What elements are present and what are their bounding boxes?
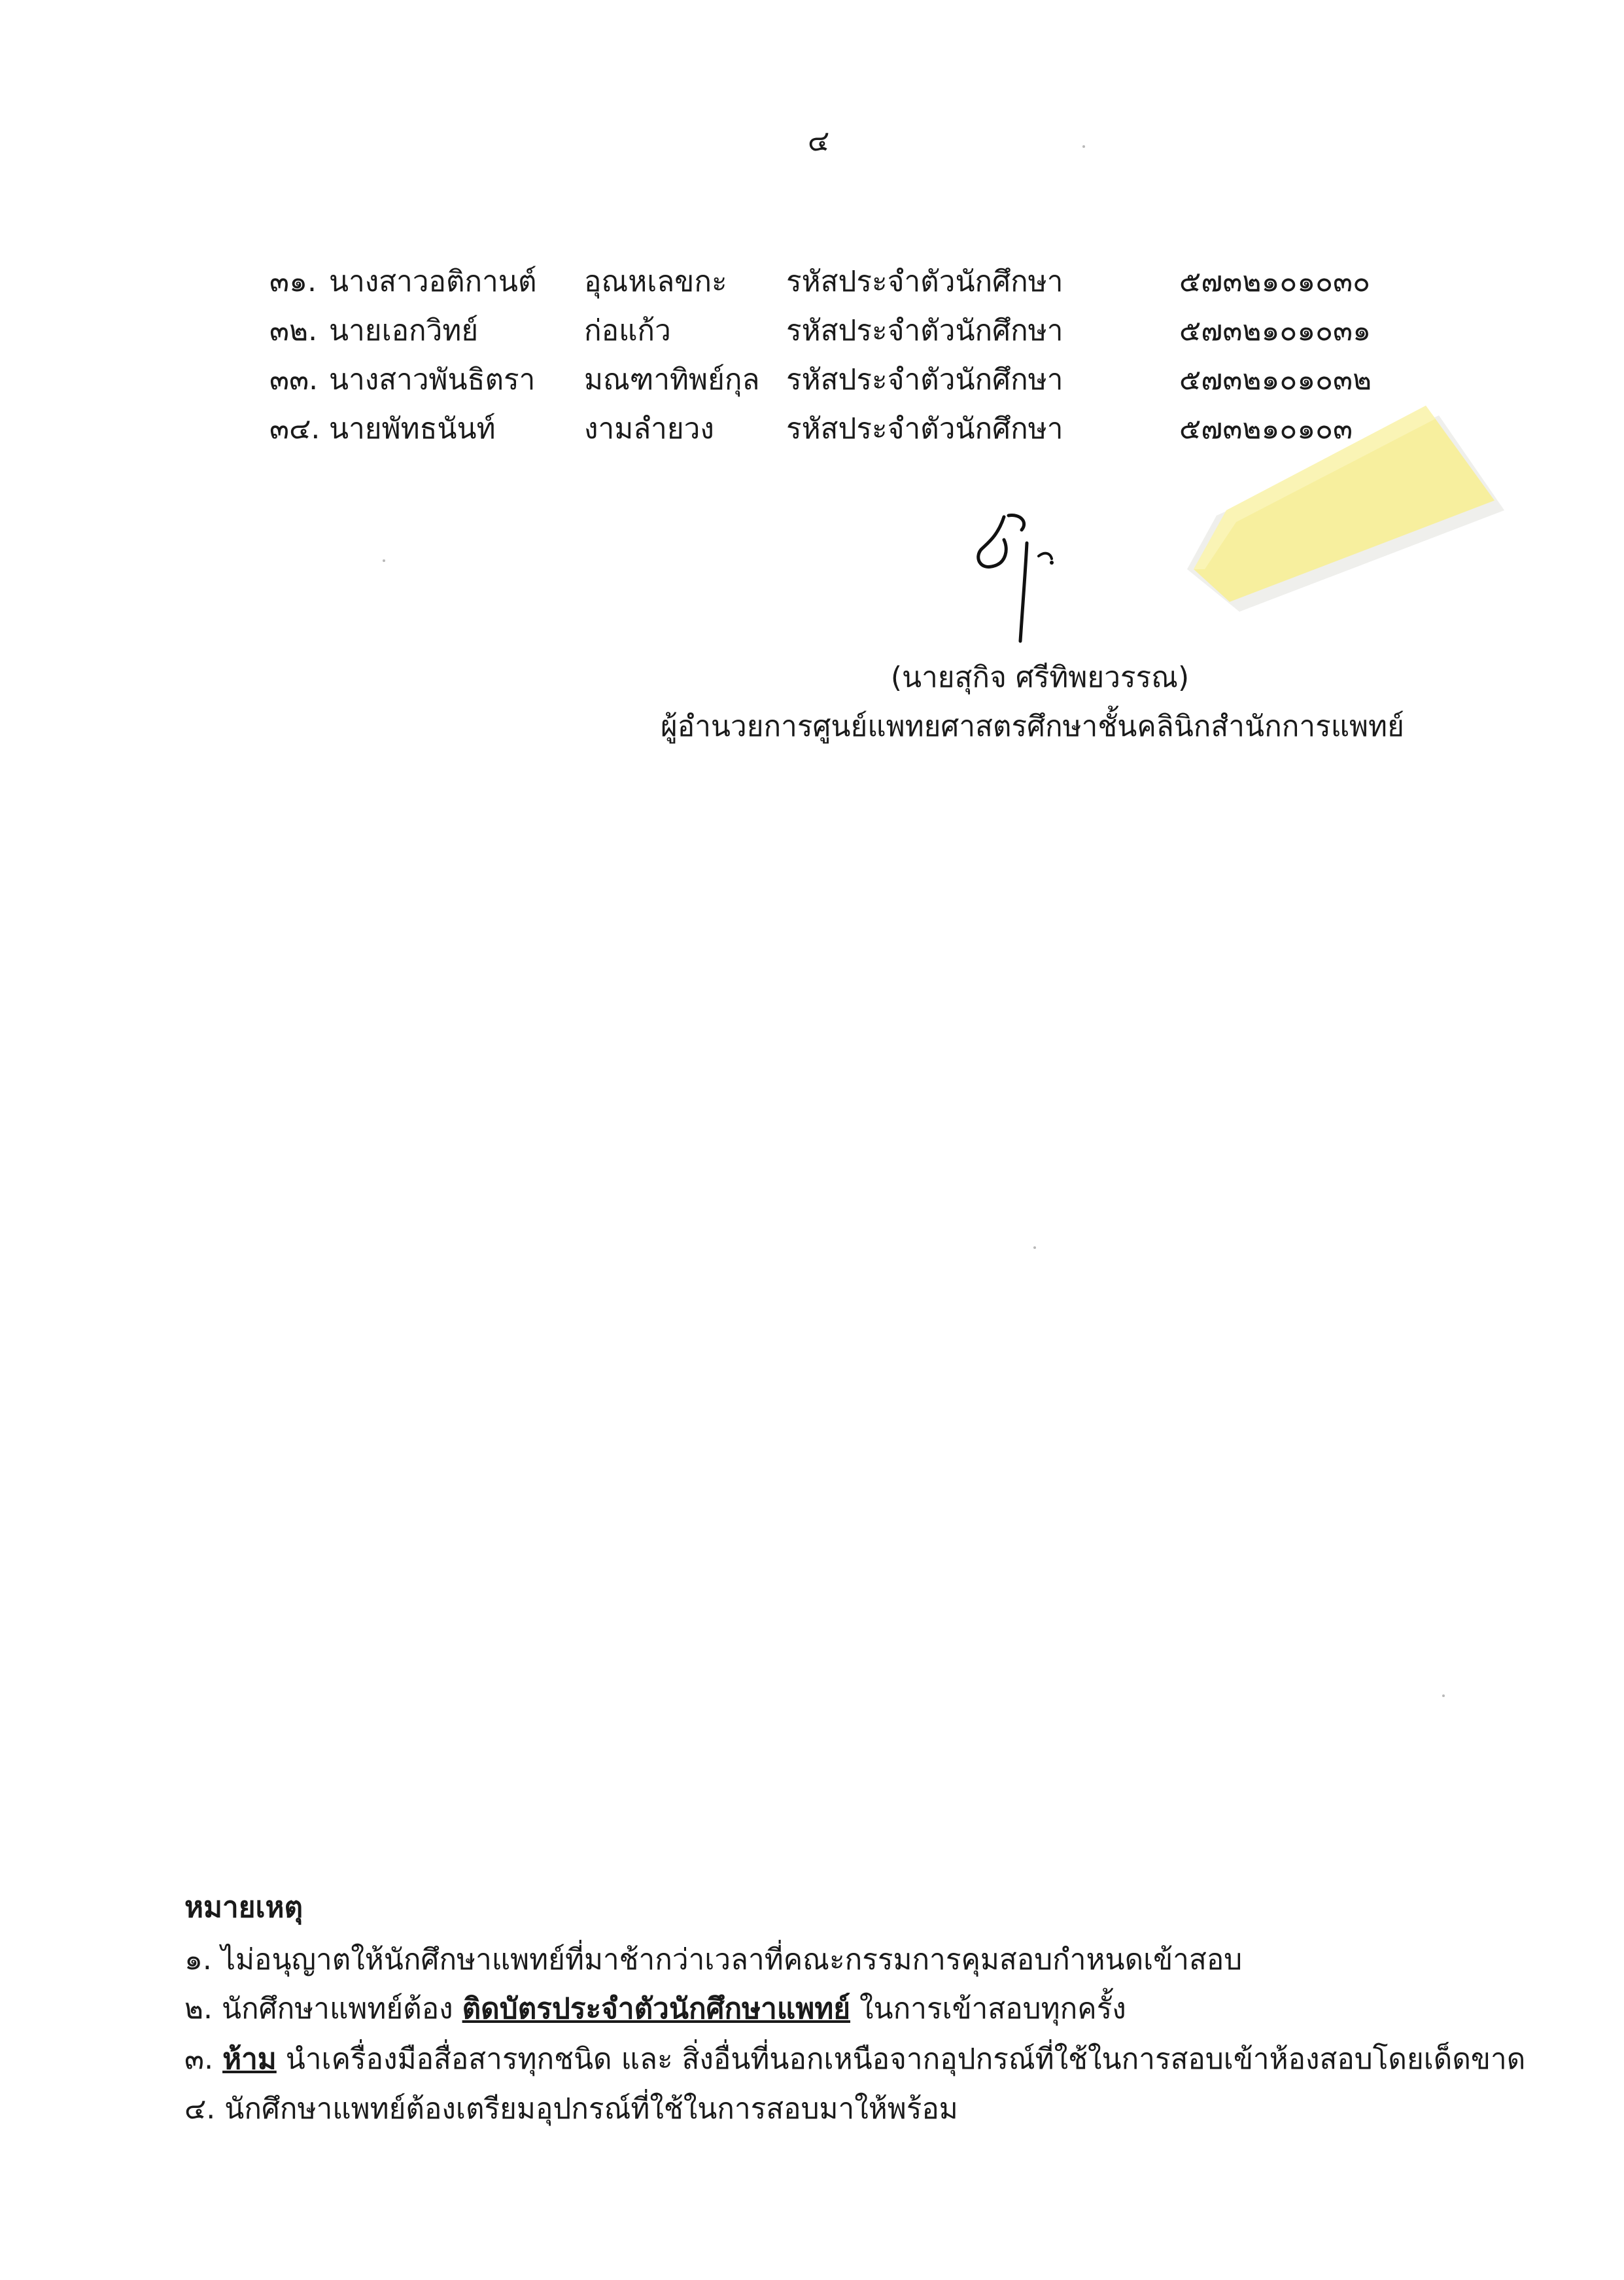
scan-speck bbox=[1442, 1694, 1445, 1697]
student-id-label: รหัสประจำตัวนักศึกษา bbox=[786, 314, 1063, 347]
note-1: ๑. ไม่อนุญาตให้นักศึกษาแพทย์ที่มาช้ากว่าเวลาที่คณะกรรมการคุมสอบกำหนดเข้าสอบ bbox=[184, 1943, 1243, 1976]
student-id-label: รหัสประจำตัวนักศึกษา bbox=[786, 412, 1063, 446]
student-first-name: นางสาวอติกานต์ bbox=[329, 265, 537, 298]
signer-name: (นายสุกิจ ศรีทิพยวรรณ) bbox=[890, 661, 1190, 694]
note-2-text-end: ในการเข้าสอบทุกครั้ง bbox=[850, 1992, 1126, 2026]
sticky-note-flag bbox=[1164, 353, 1530, 615]
note-2-emphasis: ติดบัตรประจำตัวนักศึกษาแพทย์ bbox=[462, 1992, 851, 2026]
student-number: ๓๓. bbox=[269, 363, 319, 396]
student-number: ๓๔. bbox=[269, 412, 320, 446]
notes-heading: หมายเหตุ bbox=[184, 1891, 303, 1924]
note-3-emphasis: ห้าม bbox=[222, 2043, 277, 2076]
student-id: ๕๗๓๒๑๐๑๐๓๑ bbox=[1179, 314, 1372, 347]
scan-speck bbox=[1082, 145, 1085, 148]
student-last-name: มณฑาทิพย์กุล bbox=[584, 363, 760, 396]
student-first-name: นายเอกวิทย์ bbox=[329, 314, 479, 347]
note-2-text: ๒. นักศึกษาแพทย์ต้อง bbox=[184, 1992, 462, 2026]
student-last-name: ก่อแก้ว bbox=[584, 314, 671, 347]
student-id: ๕๗๓๒๑๐๑๐๓๐ bbox=[1179, 265, 1370, 298]
note-3 bbox=[184, 2036, 1525, 2082]
student-first-name: นายพัทธนันท์ bbox=[329, 412, 496, 446]
scan-speck bbox=[1033, 1246, 1036, 1249]
signature bbox=[968, 510, 1099, 648]
student-id-label: รหัสประจำตัวนักศึกษา bbox=[786, 363, 1063, 396]
student-last-name: งามลำยวง bbox=[584, 412, 714, 446]
note-2 bbox=[184, 1986, 1126, 2031]
student-first-name: นางสาวพันธิตรา bbox=[329, 363, 536, 396]
note-3-number: ๓. bbox=[184, 2043, 223, 2076]
student-last-name: อุณหเลขกะ bbox=[584, 265, 727, 298]
note-4: ๔. นักศึกษาแพทย์ต้องเตรียมอุปกรณ์ที่ใช้ในการสอบมาให้พร้อม bbox=[184, 2092, 958, 2126]
student-id: ๕๗๓๒๑๐๑๐๓ bbox=[1179, 412, 1353, 446]
note-3-text: นำเครื่องมือสื่อสารทุกชนิด และ สิ่งอื่นที่นอกเหนือจากอุปกรณ์ที่ใช้ในการสอบเข้าห้องสอบโดยเด็ดขาด bbox=[276, 2043, 1526, 2076]
student-number: ๓๑. bbox=[269, 265, 317, 298]
student-number: ๓๒. bbox=[269, 314, 318, 347]
student-id: ๕๗๓๒๑๐๑๐๓๒ bbox=[1179, 363, 1372, 396]
page-number: ๔ bbox=[808, 124, 830, 158]
signer-position: ผู้อำนวยการศูนย์แพทยศาสตรศึกษาชั้นคลินิกสำนักการแพทย์ bbox=[661, 710, 1404, 743]
student-id-label: รหัสประจำตัวนักศึกษา bbox=[786, 265, 1063, 298]
scan-speck bbox=[383, 559, 385, 562]
